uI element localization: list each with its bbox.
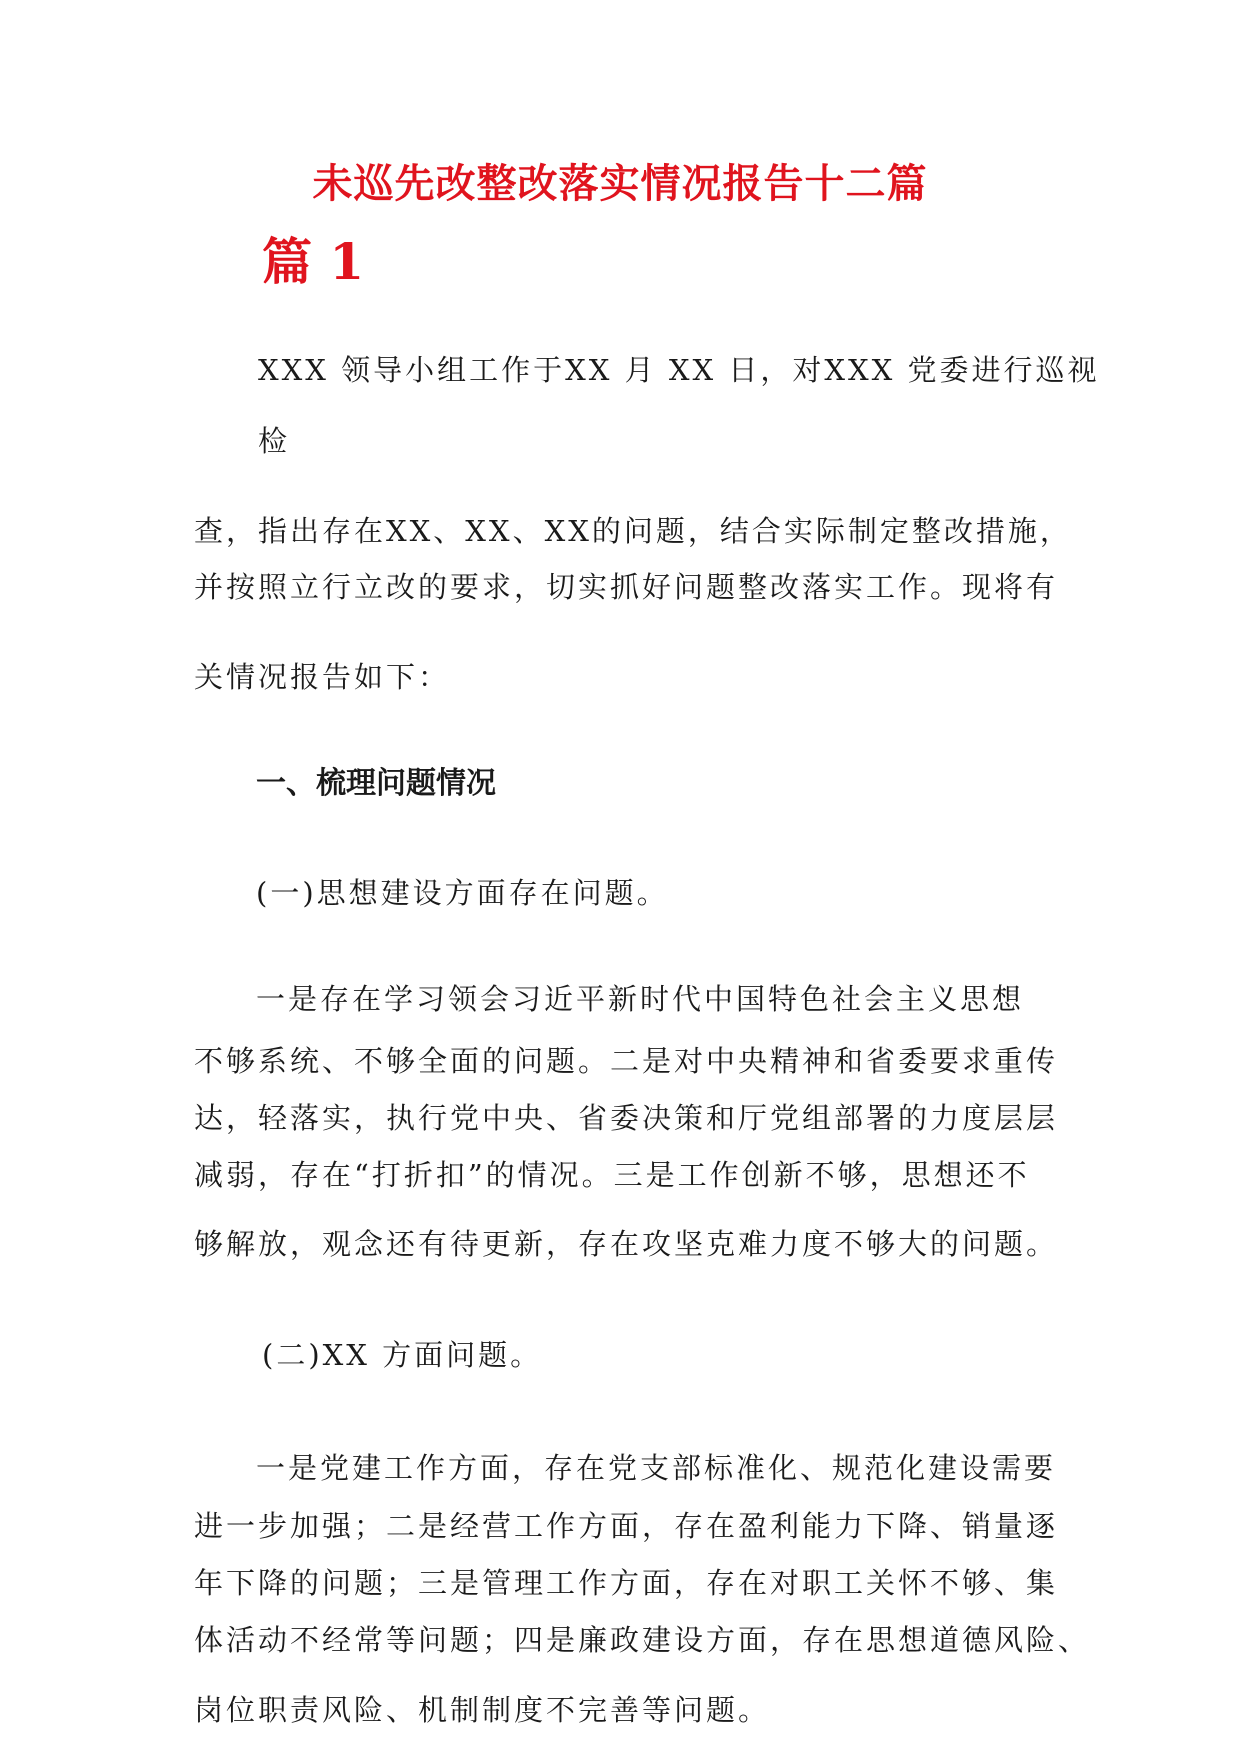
- paragraph-line: 年下降的问题；三是管理工作方面，存在对职工关怀不够、集: [194, 1566, 1059, 1600]
- paragraph-line: 岗位职责风险、机制制度不完善等问题。: [194, 1693, 771, 1727]
- intro-line: 并按照立行立改的要求，切实抓好问题整改落实工作。现将有: [194, 570, 1059, 604]
- document-title: 未巡先改整改落实情况报告十二篇: [312, 160, 928, 207]
- subsection-heading: (二)XX 方面问题。: [262, 1338, 543, 1372]
- paragraph-line: 体活动不经常等问题；四是廉政建设方面，存在思想道德风险、: [194, 1623, 1091, 1657]
- subsection-heading: (一)思想建设方面存在问题。: [256, 876, 669, 910]
- paragraph-line: 不够系统、不够全面的问题。二是对中央精神和省委要求重传: [194, 1044, 1059, 1078]
- paragraph-line: 够解放，观念还有待更新，存在攻坚克难力度不够大的问题。: [194, 1227, 1059, 1261]
- paragraph-line: 一是存在学习领会习近平新时代中国特色社会主义思想: [256, 982, 1025, 1016]
- paragraph-line: 进一步加强；二是经营工作方面，存在盈利能力下降、销量逐: [194, 1509, 1059, 1543]
- intro-line: XXX 领导小组工作于XX 月 XX 日，对XXX 党委进行巡视: [258, 353, 1100, 387]
- part-heading: 篇 1: [262, 232, 365, 291]
- intro-line: 检: [258, 424, 291, 458]
- paragraph-line: 一是党建工作方面，存在党支部标准化、规范化建设需要: [256, 1451, 1057, 1485]
- paragraph-line: 达，轻落实，执行党中央、省委决策和厅党组部署的力度层层: [194, 1101, 1059, 1135]
- intro-line: 关情况报告如下：: [194, 660, 451, 694]
- section-heading: 一、梳理问题情况: [256, 766, 496, 801]
- paragraph-line: 减弱，存在“打折扣”的情况。三是工作创新不够，思想还不: [194, 1158, 1030, 1192]
- intro-line: 查，指出存在XX、XX、XX的问题，结合实际制定整改措施，: [194, 514, 1072, 548]
